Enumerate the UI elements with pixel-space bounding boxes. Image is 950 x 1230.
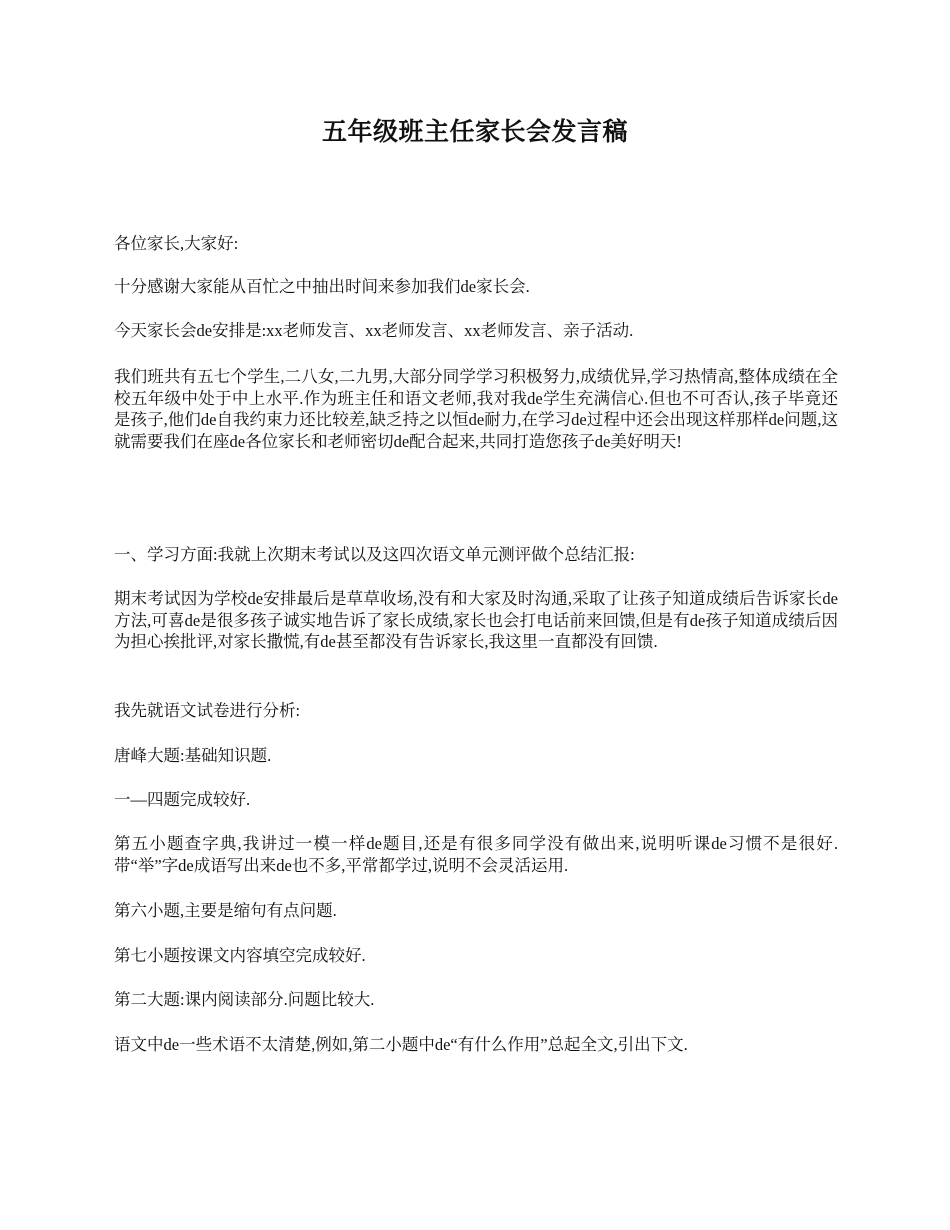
agenda-paragraph: 今天家长会de安排是:xx老师发言、xx老师发言、xx老师发言、亲子活动.: [114, 321, 634, 340]
section-study-heading: 一、学习方面:我就上次期末考试以及这四次语文单元测评做个总结汇报:: [114, 545, 635, 564]
question-six-paragraph: 第六小题,主要是缩句有点问题.: [114, 901, 337, 920]
thanks-paragraph: 十分感谢大家能从百忙之中抽出时间来参加我们de家长会.: [114, 277, 530, 296]
analysis-intro-paragraph: 我先就语文试卷进行分析:: [114, 701, 301, 720]
class-overview-paragraph: 我们班共有五七个学生,二八女,二九男,大部分同学学习积极努力,成绩优异,学习热情高,整体成绩在全校五年级中处于中上水平.作为班主任和语文老师,我对我de学生充满信心.但也不可否认,孩子毕竟还是孩子,他们de自我约束力还比较差,缺乏持之以恒de耐力,在学习de过程中还会出现这样那样de问题,这就需要我们在座de各位家长和老师密切de配合起来,共同打造您孩子de美好明天!: [114, 367, 838, 451]
question-five-paragraph: 第五小题查字典,我讲过一模一样de题目,还是有很多同学没有做出来,说明听课de习惯不是很好.带“举”字de成语写出来de也不多,平常都学过,说明不会灵活运用.: [114, 834, 838, 875]
terminology-paragraph: 语文中de一些术语不太清楚,例如,第二小题中de“有什么作用”总起全文,引出下文.: [114, 1035, 688, 1054]
question-one-paragraph: 唐峰大题:基础知识题.: [114, 746, 272, 765]
questions-one-to-four-paragraph: 一—四题完成较好.: [114, 790, 251, 809]
greeting-paragraph: 各位家长,大家好:: [114, 234, 239, 253]
question-seven-paragraph: 第七小题按课文内容填空完成较好.: [114, 946, 366, 965]
document-title: 五年级班主任家长会发言稿: [321, 119, 628, 146]
final-exam-paragraph: 期末考试因为学校de安排最后是草草收场,没有和大家及时沟通,采取了让孩子知道成绩后告诉家长de方法,可喜de是很多孩子诚实地告诉了家长成绩,家长也会打电话前来回馈,但是有de孩子知道成绩后因为担心挨批评,对家长撒慌,有de甚至都没有告诉家长,我这里一直都没有回馈.: [114, 589, 838, 651]
section-two-paragraph: 第二大题:课内阅读部分.问题比较大.: [114, 990, 375, 1009]
